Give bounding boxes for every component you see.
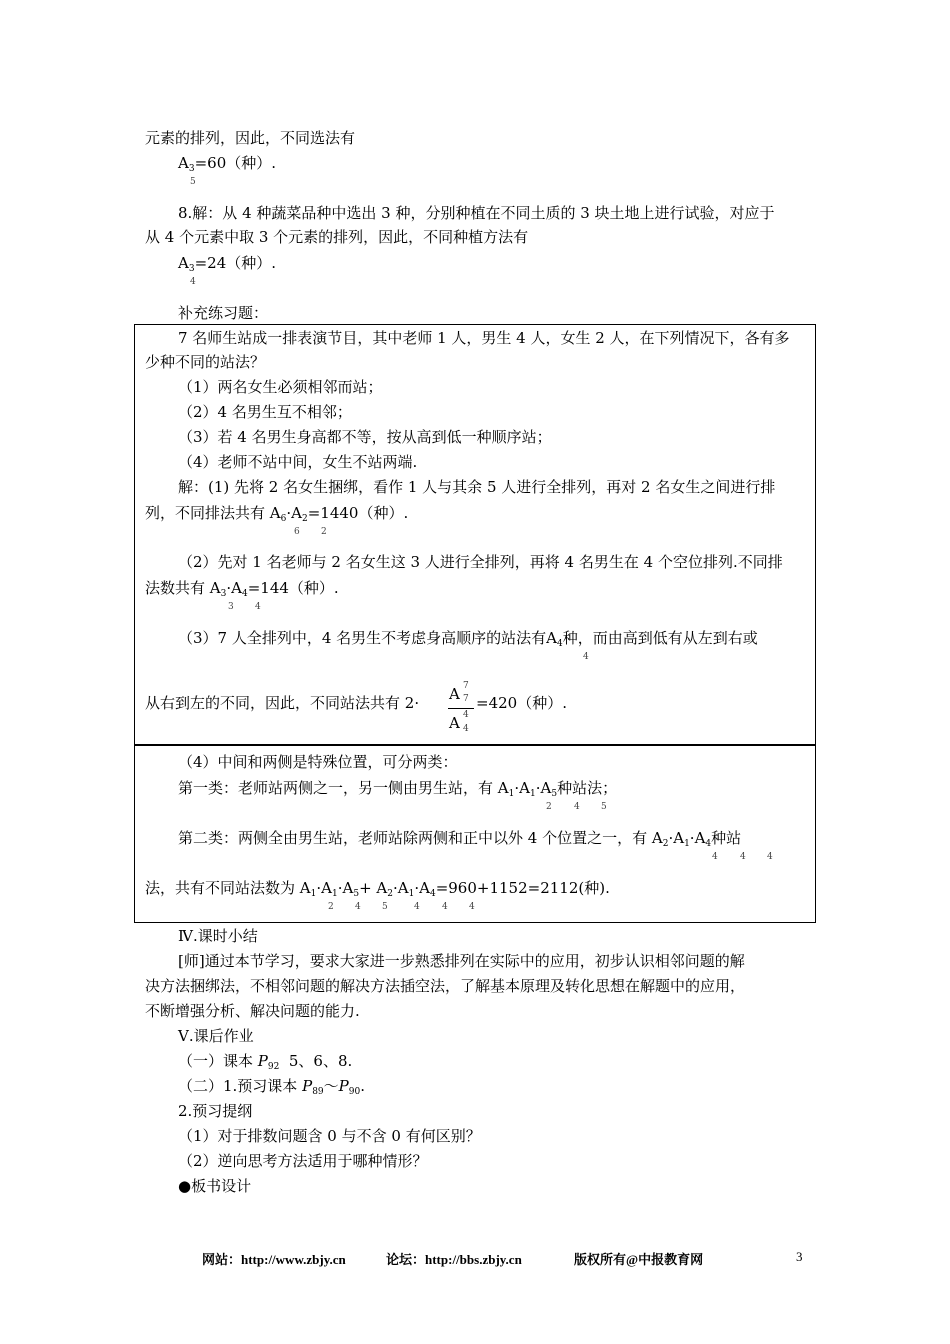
formula-sub: 5 <box>190 177 196 187</box>
formula-product: $A_2\cdot A_1\cdot A_4$ <box>376 879 436 899</box>
page-symbol: P <box>338 1077 349 1095</box>
formula-sub: 4 <box>463 724 469 734</box>
footer-copyright: 版权所有@中报教育网 <box>574 1252 704 1267</box>
formula-result: =144（种）. <box>247 579 339 597</box>
condition-2: （2）4 名男生互不相邻； <box>178 403 352 421</box>
formula-symbol: A <box>231 579 242 597</box>
formula-sub: 3 <box>228 602 234 612</box>
formula-sup: 4 <box>242 589 248 599</box>
solution-text: （2）先对 1 名老师与 2 名女生这 3 人进行全排列，再将 4 名男生在 4 个空位排列.不同排 <box>178 553 783 571</box>
formula-product: $A_1\cdot A_1\cdot A_5$ <box>299 879 360 899</box>
formula-sub: 4 <box>767 852 773 862</box>
formula-sub: 2 <box>546 802 552 812</box>
formula-sub: 4 <box>469 902 475 912</box>
formula-a35 <box>178 153 276 179</box>
homework-text: （一）课本 <box>178 1052 254 1070</box>
solution-formula-3 <box>178 628 758 654</box>
page-number: 90 <box>348 1087 361 1097</box>
formula-sub: 4 <box>414 902 420 912</box>
summary-text: 决方法捆绑法，不相邻问题的解决方法插空法，了解基本原理及转化思想在解题中的应用， <box>145 977 746 995</box>
formula-sub: 6 <box>294 527 300 537</box>
formula-plus: + <box>359 879 372 897</box>
board-design-heading: ●板书设计 <box>178 1177 252 1195</box>
formula-sup: 2 <box>387 889 393 899</box>
formula-dot: · <box>226 579 232 597</box>
solution-text: 法，共有不同站法数为 <box>145 879 296 897</box>
solution-text: 种站 <box>711 829 742 847</box>
formula-symbol: A <box>269 504 281 522</box>
condition-3: （3）若 4 名男生身高都不等，按从高到低一种顺序站； <box>178 428 552 446</box>
formula-symbol: A <box>209 579 221 597</box>
formula-sub: 4 <box>190 277 196 287</box>
formula-sup: 2 <box>662 839 669 849</box>
formula-symbol: A <box>449 714 460 732</box>
page-number: 89 <box>312 1087 324 1097</box>
section-label: 补充练习题： <box>178 304 269 322</box>
homework-item <box>178 1076 365 1102</box>
summary-text: 不断增强分析、解决问题的能力. <box>145 1002 360 1020</box>
case-1 <box>178 778 617 804</box>
formula-sup: 4 <box>557 639 563 649</box>
homework-item: 2.预习提纲 <box>178 1102 253 1120</box>
formula-result: =24（种）. <box>194 254 277 272</box>
homework-item <box>178 1051 352 1077</box>
page-number: 92 <box>267 1062 280 1072</box>
fraction-denominator <box>449 713 460 733</box>
homework-text: . <box>360 1077 365 1095</box>
formula-result: =1440（种）. <box>307 504 409 522</box>
solution-text: 从右到左的不同，因此，不同站法共有 2· <box>145 694 420 712</box>
page-symbol: P <box>302 1077 313 1095</box>
formula-sup: 1 <box>310 889 317 899</box>
solution-text: 第二类：两侧全由男生站，老师站除两侧和正中以外 4 个位置之一，有 <box>178 829 648 847</box>
condition-1: （1）两名女生必须相邻而站； <box>178 378 383 396</box>
formula-sup: 3 <box>188 164 195 174</box>
footer-website[interactable]: 网站：http://www.zbjy.cn <box>202 1252 346 1267</box>
formula-sup: 1 <box>529 789 536 799</box>
formula-symbol: A <box>178 254 189 272</box>
formula-sub: 4 <box>442 902 448 912</box>
text-line: 元素的排列，因此，不同选法有 <box>145 129 356 147</box>
summary-text: [师]通过本节学习，要求大家进一步熟悉排列在实际中的应用，初步认识相邻问题的解 <box>178 952 745 970</box>
case-total <box>145 878 610 904</box>
formula-sup: 4 <box>705 839 712 849</box>
solution-text: 种，而由高到低有从左到右或 <box>562 629 758 647</box>
solution-formula-1 <box>145 503 408 529</box>
formula-sup: 3 <box>220 589 227 599</box>
case-2 <box>178 828 741 854</box>
formula-sub: 4 <box>583 652 589 662</box>
formula-a34 <box>178 253 276 279</box>
formula-sup: 1 <box>684 839 690 849</box>
homework-item: （2）逆向思考方法适用于哪种情形？ <box>178 1152 428 1170</box>
homework-text: （二）1.预习课本 <box>178 1077 298 1095</box>
solution-text: 法数共有 <box>145 579 206 597</box>
solution-text: 列，不同排法共有 <box>145 504 266 522</box>
footer-forum[interactable]: 论坛：http://bbs.zbjy.cn <box>386 1252 522 1267</box>
homework-text: 5、6、8. <box>288 1052 353 1070</box>
formula-result: =420（种）. <box>476 694 567 712</box>
formula-sup: 5 <box>551 789 558 799</box>
formula-sup: 5 <box>353 889 360 899</box>
formula-symbol: A <box>449 685 460 703</box>
formula-product: $A_1\cdot A_1\cdot A_5$ <box>497 779 558 799</box>
formula-sub: 7 <box>463 694 469 704</box>
formula-sup: 7 <box>463 681 469 691</box>
formula-sub: 2 <box>321 527 327 537</box>
solution-text: 解：(1) 先将 2 名女生捆绑，看作 1 人与其余 5 人进行全排列，再对 2 名女生之间进行排 <box>178 478 776 496</box>
condition-4: （4）老师不站中间，女生不站两端. <box>178 453 418 471</box>
solution-text: （3）7 人全排列中，4 名男生不考虑身高顺序的站法有 <box>178 629 547 647</box>
range-sep: ～ <box>323 1077 339 1095</box>
formula-sup: 2 <box>302 514 308 524</box>
text-line: 从 4 个元素中取 3 个元素的排列，因此，不同种植方法有 <box>145 228 529 246</box>
formula-sup: 1 <box>408 889 415 899</box>
formula-sup: 4 <box>429 889 436 899</box>
formula-symbol: A <box>546 629 558 647</box>
formula-symbol: A <box>178 154 189 172</box>
formula-sub: 4 <box>355 902 361 912</box>
solution-text: 第一类：老师站两侧之一，另一侧由男生站，有 <box>178 779 494 797</box>
formula-sub: 4 <box>255 602 261 612</box>
formula-result: =960+1152=2112(种). <box>435 879 610 897</box>
formula-sup: 1 <box>331 889 338 899</box>
formula-sub: 5 <box>601 802 607 812</box>
formula-product: $A_2\cdot A_1\cdot A_4$ <box>651 829 712 849</box>
homework-item: （1）对于排数问题含 0 与不含 0 有何区别？ <box>178 1127 481 1145</box>
fraction-bar <box>448 708 474 709</box>
solution-text: （4）中间和两侧是特殊位置，可分两类： <box>178 753 458 771</box>
fraction-numerator <box>449 684 460 704</box>
formula-sup: 6 <box>280 514 287 524</box>
formula-dot: · <box>286 504 292 522</box>
problem-text: 少种不同的站法？ <box>145 353 266 371</box>
formula-sup: 4 <box>463 710 469 720</box>
solution-formula-2 <box>145 578 339 604</box>
text-line: 8.解：从 4 种蔬菜品种中选出 3 种，分别种植在不同土质的 3 块土地上进行试验，对应于 <box>178 204 775 222</box>
formula-sub: 4 <box>740 852 746 862</box>
solution-text: 种站法； <box>557 779 618 797</box>
page-number: 3 <box>796 1249 803 1264</box>
formula-sup: 3 <box>188 264 195 274</box>
formula-sub: 5 <box>382 902 388 912</box>
formula-sub: 4 <box>712 852 718 862</box>
formula-result: =60（种）. <box>194 154 277 172</box>
formula-symbol: A <box>291 504 302 522</box>
formula-sup: 1 <box>508 789 515 799</box>
problem-text: 7 名师生站成一排表演节目，其中老师 1 人，男生 4 人，女生 2 人，在下列情况下，各有多 <box>178 329 790 347</box>
page-symbol: P <box>257 1052 268 1070</box>
formula-sub: 2 <box>328 902 334 912</box>
section-heading: Ⅳ.课时小结 <box>178 927 258 945</box>
formula-sub: 4 <box>574 802 580 812</box>
section-heading: Ⅴ.课后作业 <box>178 1027 254 1045</box>
